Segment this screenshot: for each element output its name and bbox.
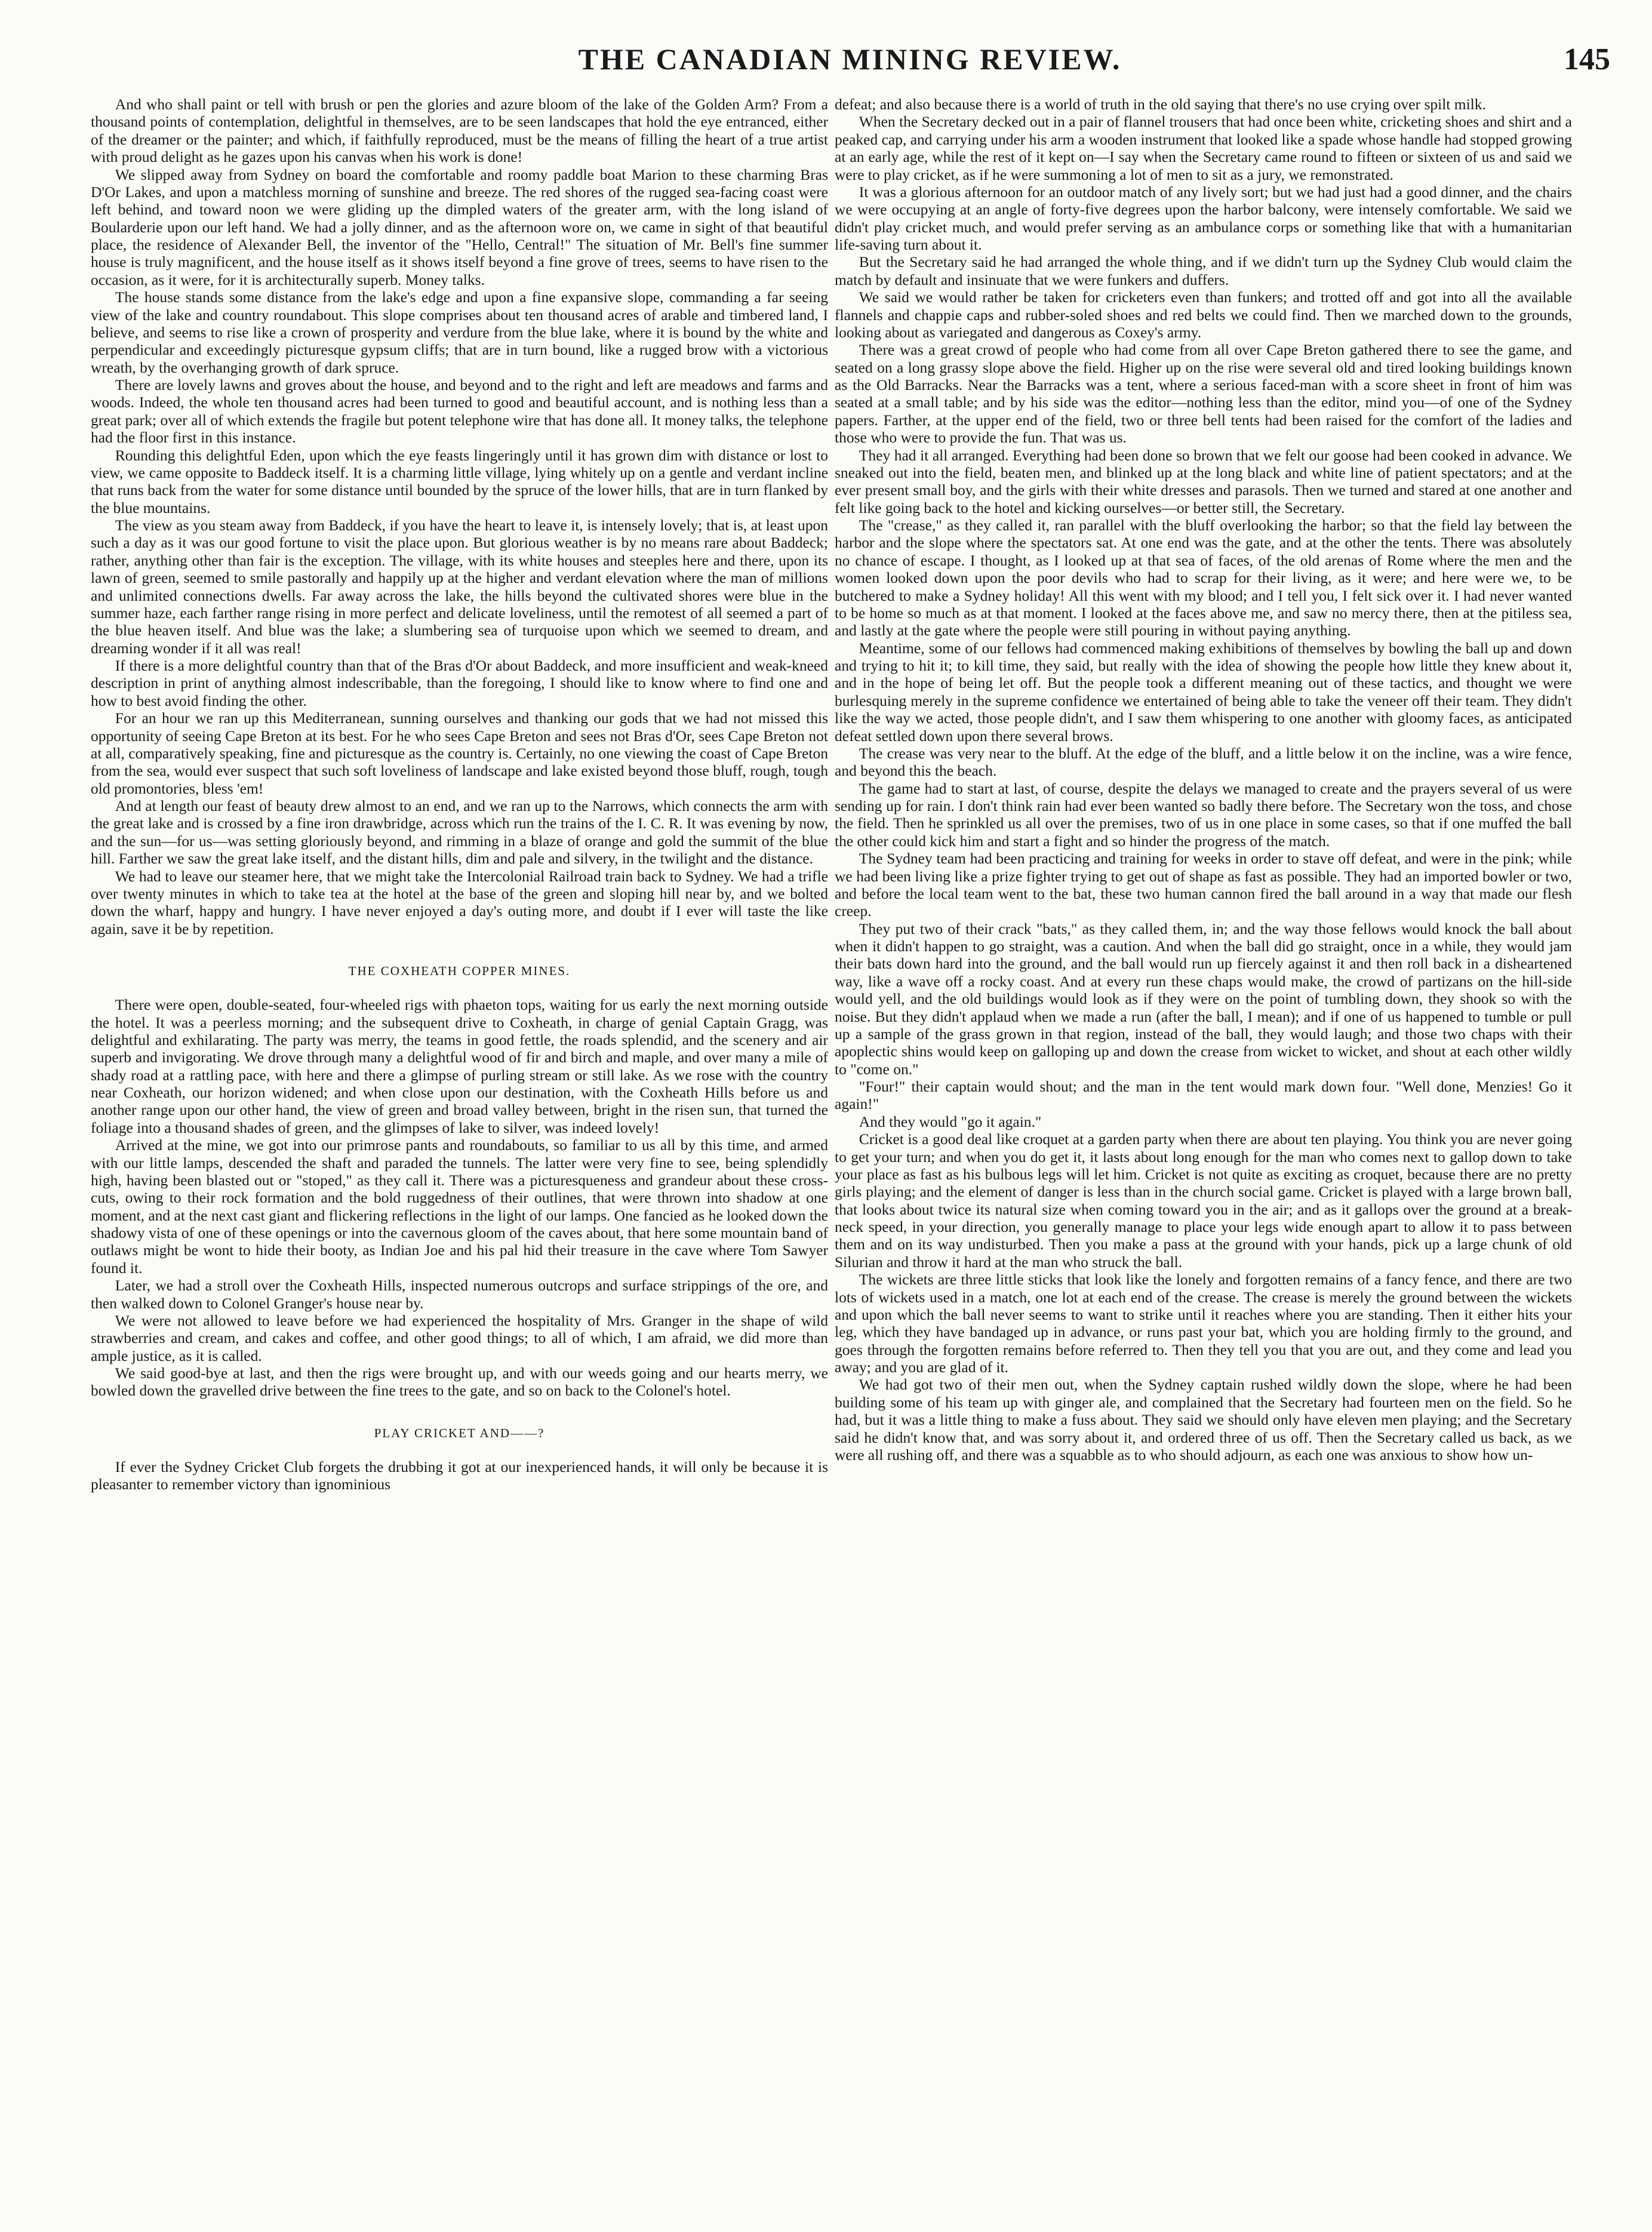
paragraph: There was a great crowd of people who had come from all over Cape Breton gathered there to see the game, and seated on a long grassy slope above the field. Higher up on the rise were several old and tired looking buildings known as the Old Barracks. Near the Barracks was a tent, where a serious faced-man with a score sheet in front of him was seated at a small table; and by his side was the editor—nothing less than the editor, mind you—of one of the Sydney papers. Farther, at the upper end of the field, two or three bell tents had been raised for the comfort of the ladies and those who were to provide the fun. That was us. — [835, 341, 1572, 447]
paragraph: We had to leave our steamer here, that we might take the Intercolonial Railroad train back to Sydney. We had a trifle over twenty minutes in which to take tea at the hotel at the base of the green and sloping hill near by, and we bolted down the wharf, happy and hungry. I have never enjoyed a day's outing more, and doubt if I ever will taste the like again, save it be by repetition. — [91, 867, 828, 937]
paragraph: If there is a more delightful country than that of the Bras d'Or about Baddeck, and more insufficient and weak-kneed description in print of anything almost indescribable, than the foregoing, I should like to know where to find one and how to best avoid finding the other. — [91, 657, 828, 709]
paragraph: And who shall paint or tell with brush or pen the glories and azure bloom of the lake of the Golden Arm? From a thousand points of contemplation, delightful in themselves, are to be seen landscapes that hold the eye entranced, either of the dreamer or the painter; and which, if faithfully reproduced, must be the means of filling the heart of a true artist with proud delight as he gazes upon his canvas when his work is done! — [91, 96, 828, 166]
running-title: THE CANADIAN MINING REVIEW. — [578, 42, 1122, 76]
paragraph: We slipped away from Sydney on board the comfortable and roomy paddle boat Marion to these charming Bras D'Or Lakes, and upon a matchless morning of sunshine and breeze. The red shores of the rugged sea-facing coast were left behind, and toward noon we were gliding up the dimpled waters of the greater arm, with the long island of Boularderie upon our left hand. We had a jolly dinner, and as the afternoon wore on, we came in sight of that beautiful place, the residence of Alexander Bell, the inventor of the "Hello, Central!" The situation of Mr. Bell's fine summer house is truly magnificent, and the house itself as it shows itself beyond a fine grove of trees, seems to have risen to the occasion, as it were, for it is architecturally superb. Money talks. — [91, 165, 828, 288]
paragraph: They had it all arranged. Everything had been done so brown that we felt our goose had been cooked in advance. We sneaked out into the field, beaten men, and blinked up at the long black and white line of patient spectators; and at the ever present small boy, and the girls with their white dresses and parasols. Then we turned and stared at one another and felt like going back to the hotel and kicking ourselves—or better still, the Secretary. — [835, 446, 1572, 517]
left-column — [91, 96, 828, 2212]
paragraph: We said we would rather be taken for cricketers even than funkers; and trotted off and got into all the available flannels and chappie caps and rubber-soled shoes and red belts we could find. Then we marched down to the grounds, looking about as variegated and dangerous as Coxey's army. — [835, 288, 1572, 341]
right-column — [835, 96, 1572, 2212]
paragraph: It was a glorious afternoon for an outdoor match of any lively sort; but we had just had a good dinner, and the chairs we were occupying at an angle of forty-five degrees upon the harbor balcony, were intensely comfortable. We said we didn't play cricket much, and would prefer serving as an ambulance corps or something like that with a humanitarian life-saving turn about it. — [835, 183, 1572, 253]
cricket-section-start — [91, 1458, 828, 1493]
paragraph: The "crease," as they called it, ran parallel with the bluff overlooking the harbor; so that the field lay between the harbor and the slope where the spectators sat. At one end was the gate, and at the other the tents. There was absolutely no chance of escape. I thought, as I looked up at that sea of faces, of the old arenas of Rome where the men and the women looked down upon the poor devils who had to scrap for their living, as it were; and here were we, to be butchered to make a Sydney holiday! All this went with my blood; and I tell you, I felt sick over it. I had never wanted to be home so much as at that moment. I looked at the faces above me, and saw no mercy there, then at the pitiless sea, and lastly at the gate where the people were still pouring in without paying anything. — [835, 517, 1572, 640]
paragraph: They put two of their crack "bats," as they called them, in; and the way those fellows would knock the ball about when it didn't happen to go straight, was a caution. And when the ball did go straight, once in a while, they would jam their bats down hard into the ground, and the ball would run up fiercely against it and then roll back in a disheartened way, like a wave off a rocky coast. And at every run these chaps would make, the crowd of partizans on the hill-side would yell, and the old buildings would look as if they were on the point of tumbling down, they shook so with the noise. But they didn't applaud when we made a run (after the ball, I mean); and if one of us happened to tumble or pull up a sample of the grass grown in that region, instead of the ball, they would laugh; and those two chaps with their apoplectic shins would keep on galloping up and down the crease from wicket to wicket, and shout at each other wildly to "come on." — [835, 920, 1572, 1078]
paragraph: But the Secretary said he had arranged the whole thing, and if we didn't turn up the Sydney Club would claim the match by default and insinuate that we were funkers and duffers. — [835, 253, 1572, 288]
paragraph: We were not allowed to leave before we had experienced the hospitality of Mrs. Granger in the shape of wild strawberries and cream, and cakes and coffee, and other good things; to all of which, I am afraid, we did more than ample justice, as it is called. — [91, 1311, 828, 1364]
paragraph: When the Secretary decked out in a pair of flannel trousers that had once been white, cricketing shoes and shirt and a peaked cap, and carrying under his arm a wooden instrument that looked like a spade whose handle had stopped growing at an early age, while the rest of it kept on—I say when the Secretary came round to fifteen or sixteen of us and said we were to play cricket, as if he were summoning a lot of men to sit as a jury, we remonstrated. — [835, 113, 1572, 183]
paragraph: And they would "go it again." — [859, 1112, 1042, 1130]
paragraph: Rounding this delightful Eden, upon which the eye feasts lingeringly until it has grown dim with distance or lost to view, we came opposite to Baddeck itself. It is a charming little village, lying whitely up on a gentle and verdant incline that runs back from the water for some distance until bounded by the spruce of the lower hills, that are in turn flanked by the blue mountains. — [91, 446, 828, 517]
section-heading-coxheath: THE COXHEATH COPPER MINES. — [348, 964, 571, 978]
page-header — [90, 42, 1610, 84]
section-heading-cricket: PLAY CRICKET AND——? — [374, 1425, 545, 1440]
paragraph: The house stands some distance from the lake's edge and upon a fine expansive slope, commanding a far seeing view of the lake and country roundabout. This slope comprises about ten thousand acres of arable and timbered land, I believe, and seems to rise like a crown of prosperity and verdure from the blue lake, where it is bound by the white and perpendicular and exceedingly picturesque gypsum cliffs; that are in turn bound, like a rugged brow with a victorious wreath, by the overhanging growth of dark spruce. — [91, 288, 828, 376]
paragraph: We said good-bye at last, and then the rigs were brought up, and with our weeds going and our hearts merry, we bowled down the gravelled drive between the fine trees to the gate, and so on back to the Colonel's hotel. — [91, 1364, 828, 1400]
paragraph: And at length our feast of beauty drew almost to an end, and we ran up to the Narrows, which connects the arm with the great lake and is crossed by a fine iron drawbridge, across which run the trains of the I. C. R. It was evening by now, and the sun—for us—was setting gloriously beyond, and rimming in a blaze of orange and gold the summit of the blue hill. Farther we saw the great lake itself, and the distant hills, dim and pale and silvery, in the twilight and the distance. — [91, 797, 828, 868]
paragraph: The crease was very near to the bluff. At the edge of the bluff, and a little below it on the incline, was a wire fence, and beyond this the beach. — [835, 744, 1572, 780]
paragraph: If ever the Sydney Cricket Club forgets the drubbing it got at our inexperienced hands, it will only be because it is pleasanter to remember victory than ignominious — [91, 1458, 828, 1493]
paragraph: Arrived at the mine, we got into our primrose pants and roundabouts, so familiar to us all by this time, and armed with our little lamps, descended the shaft and paraded the tunnels. The latter were very fine to see, being splendidly high, having been blasted out or "stoped," as they call it. There was a picturesqueness and grandeur about these cross-cuts, owing to their rock formation and the bold ruggedness of their outlines, that were thrown into shadow at one moment, and at the next cast giant and flickering reflections in the light of our lamps. One fancied as he looked down the shadowy vista of one of these openings or into the cavernous gloom of the caves about, that here some mountain band of outlaws might be wont to hide their booty, as Indian Joe and his pal hid their treasure in the cave where Tom Sawyer found it. — [91, 1136, 828, 1277]
paragraph: defeat; and also because there is a world of truth in the old saying that there's no use crying over spilt milk. — [835, 96, 1486, 113]
paragraph: Later, we had a stroll over the Coxheath Hills, inspected numerous outcrops and surface strippings of the ore, and then walked down to Colonel Granger's house near by. — [91, 1277, 828, 1312]
paragraph: For an hour we ran up this Mediterranean, sunning ourselves and thanking our gods that we had not missed this opportunity of seeing Cape Breton at its best. For he who sees Cape Breton and sees not Bras d'Or, sees Cape Breton not at all, comparatively speaking, fine and picturesque as the country is. Certainly, no one viewing the coast of Cape Breton from the sea, would ever suspect that such soft loveliness of landscape and lake existed beyond those bluff, rough, tough old promontories, bless 'em! — [91, 709, 828, 797]
coxheath-section — [91, 996, 828, 1400]
paragraph: The wickets are three little sticks that look like the lonely and forgotten remains of a fancy fence, and there are two lots of wickets used in a match, one lot at each end of the crease. The crease is merely the ground between the wickets and upon which the ball never seems to want to strike until it reaches where you are standing. Then it either hits your leg, which they have bandaged up in advance, or runs past your bat, which you are holding firmly to the ground, and goes through the forgotten remains before referred to. Then they tell you that you are out, and they come and lead you away; and you are glad of it. — [835, 1271, 1572, 1376]
paragraph: We had got two of their men out, when the Sydney captain rushed wildly down the slope, where he had been building some of his team up with ginger ale, and complained that the Secretary had fourteen men on the field. So he had, but it was a little thing to make a fuss about. They said we should only have eleven men playing; and the Secretary said he didn't know that, and was sorry about it, and ordered three of us off. Then the Secretary called us back, as we were all rushing off, and there was a squabble as to who should adjourn, as each one was anxious to show how un- — [835, 1376, 1572, 1464]
paragraph: The game had to start at last, of course, despite the delays we managed to create and the prayers several of us were sending up for rain. I don't think rain had ever been wanted so badly there before. The Secretary won the toss, and chose the field. Then he sprinkled us all over the premises, two of us in one place in some cases, so that if one muffed the ball the other could kick him and start a fight and so hinder the progress of the match. — [835, 779, 1572, 850]
page-number: 145 — [1564, 42, 1610, 76]
paragraph: The view as you steam away from Baddeck, if you have the heart to leave it, is intensely lovely; that is, at least upon such a day as it was our good fortune to visit the place upon. But glorious weather is by no means rare about Baddeck; rather, anything other than fair is the exception. The village, with its white houses and steeples here and there, upon its lawn of green, seemed to smile pastorally and happily up at the higher and verdant elevation where the man of millions and unlimited connections dwells. Far away across the lake, the hills beyond the cultivated shores were blue in the summer haze, each farther range rising in more perfect and delicate loveliness, until the remotest of all seemed a part of the blue heaven itself. And blue was the lake; a slumbering sea of turquoise upon which we seemed to dream, and dreaming wonder if it all was real! — [91, 517, 828, 657]
paragraph: There were open, double-seated, four-wheeled rigs with phaeton tops, waiting for us early the next morning outside the hotel. It was a peerless morning; and the subsequent drive to Coxheath, in charge of genial Captain Gragg, was delightful and exhilarating. The party was merry, the teams in good fettle, the roads splendid, and the scenery and air superb and invigorating. We drove through many a delightful wood of fir and birch and maple, and over many a mile of shady road at a rattling pace, with here and there a glimpse of purling stream or still lake. As we rose with the country near Coxheath, our horizon widened; and when close upon our destination, with the Coxheath Hills before us and another range upon our other hand, the view of green and broad valley between, bright in the risen sun, that turned the foliage into a thousand shades of green, and the glimpses of lake to silver, was indeed lovely! — [91, 996, 828, 1136]
paragraph: Meantime, some of our fellows had commenced making exhibitions of themselves by bowling the ball up and down and trying to hit it; to kill time, they said, but really with the idea of showing the people how little they knew about it, and in the hope of being let off. But the people took a different meaning out of these tactics, and thought we were burlesquing merely in the supreme confidence we entertained of being able to take the veneer off their team. They didn't like the way we acted, those people didn't, and I saw them whispering to one another with gloomy faces, as anticipated defeat settled down upon there several brows. — [835, 639, 1572, 745]
paragraph: "Four!" their captain would shout; and the man in the tent would mark down four. "Well done, Menzies! Go it again!" — [835, 1078, 1572, 1113]
bras-dor-section — [91, 96, 828, 937]
paragraph: There are lovely lawns and groves about the house, and beyond and to the right and left are meadows and farms and woods. Indeed, the whole ten thousand acres had been turned to good and beautiful account, and is nothing less than a great park; over all of which extends the fragile but potent telephone wire that has done all. It money talks, the telephone had the floor first in this instance. — [91, 376, 828, 447]
paragraph: Cricket is a good deal like croquet at a garden party when there are about ten playing. You think you are never going to get your turn; and when you do get it, it lasts about long enough for the man who comes next to gallop down to take your place as fast as his bulbous legs will let him. Cricket is not quite as exciting as croquet, because there are no pretty girls playing; and the element of danger is less than in the church social game. Cricket is played with a large brown ball, that looks about twice its natural size when coming toward you in the air; and as it gallops over the ground at a break-neck speed, in your direction, you generally manage to place your legs wide enough apart to allow it to pass between them and on its way undisturbed. Then you make a pass at the ground with your hands, pick up a large chunk of old Silurian and throw it hard at the man who struck the ball. — [835, 1130, 1572, 1271]
paragraph: The Sydney team had been practicing and training for weeks in order to stave off defeat, and were in the pink; while we had been living like a prize fighter trying to get out of shape as fast as possible. They had an imported bowler or two, and before the local team went to the bat, these two human cannon fired the ball around in a way that made our flesh creep. — [835, 850, 1572, 920]
